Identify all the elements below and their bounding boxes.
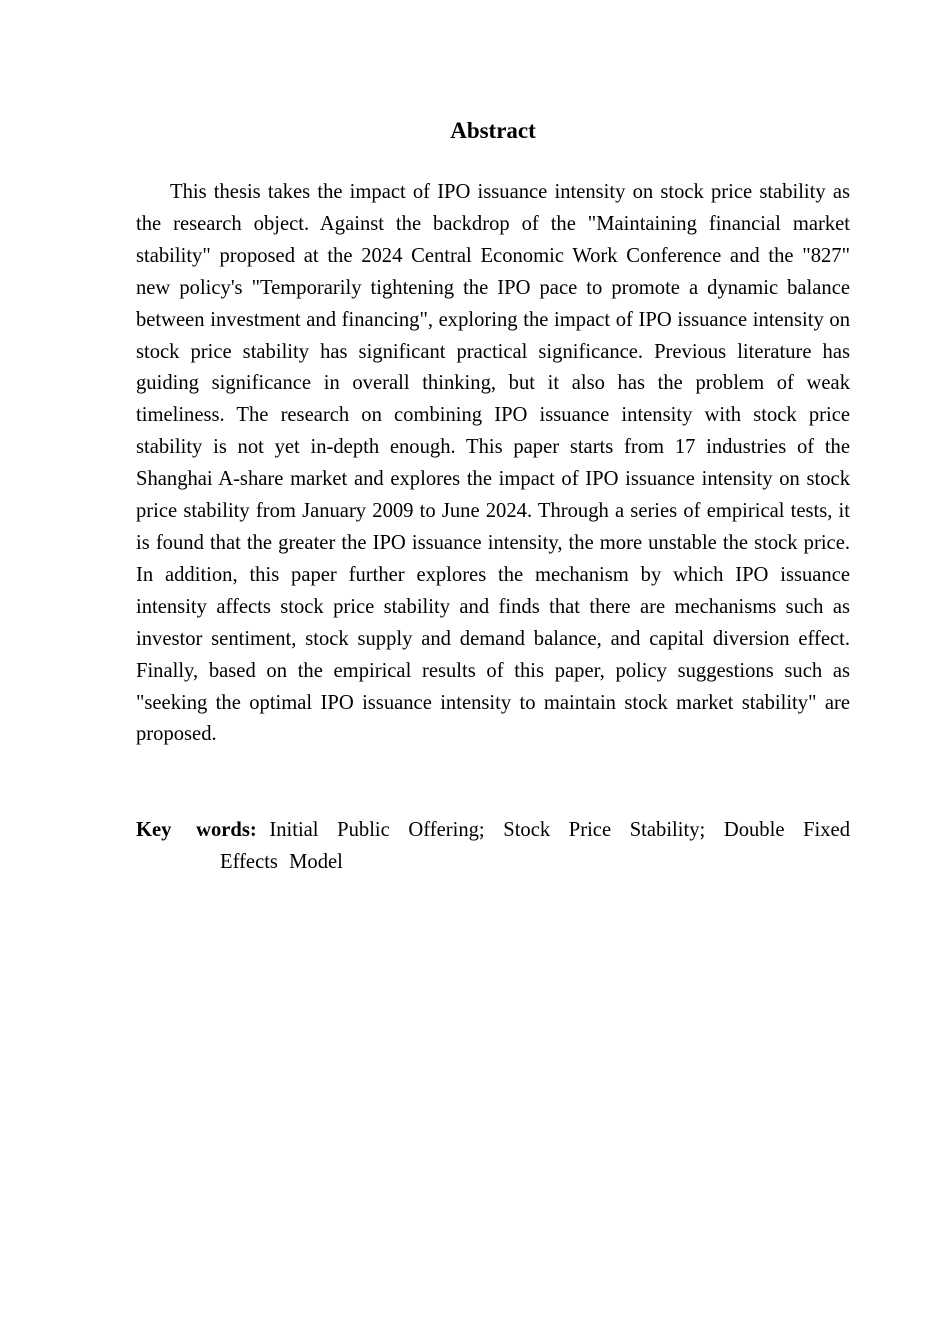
- abstract-body: This thesis takes the impact of IPO issuance intensity on stock price stability as the research object. Against the backdrop of the "Maintaining financial market stability" proposed at the 2024 Central Economic Work Conference and the "827" new policy's "Temporarily tightening the IPO pace to promote a dynamic balance between investment and financing", exploring the impact of IPO issuance intensity on stock price stability has significant practical significance. Previous literature has guiding significance in overall thinking, but it also has the problem of weak timeliness. The research on combining IPO issuance intensity with stock price stability is not yet in-depth enough. This paper starts from 17 industries of the Shanghai A-share market and explores the impact of IPO issuance intensity on stock price stability from January 2009 to June 2024. Through a series of empirical tests, it is found that the greater the IPO issuance intensity, the more unstable the stock price. In addition, this paper further explores the mechanism by which IPO issuance intensity affects stock price stability and finds that there are mechanisms such as investor sentiment, stock supply and demand balance, and capital diversion effect. Finally, based on the empirical results of this paper, policy suggestions such as "seeking the optimal IPO issuance intensity to maintain stock market stability" are proposed.: [136, 181, 850, 746]
- keywords-paragraph: [136, 815, 850, 879]
- keywords-label: Key words:: [136, 819, 257, 841]
- abstract-title: Abstract: [450, 118, 536, 143]
- keywords-text: Initial Public Offering; Stock Price Stability; Double Fixed Effects Model: [220, 819, 850, 873]
